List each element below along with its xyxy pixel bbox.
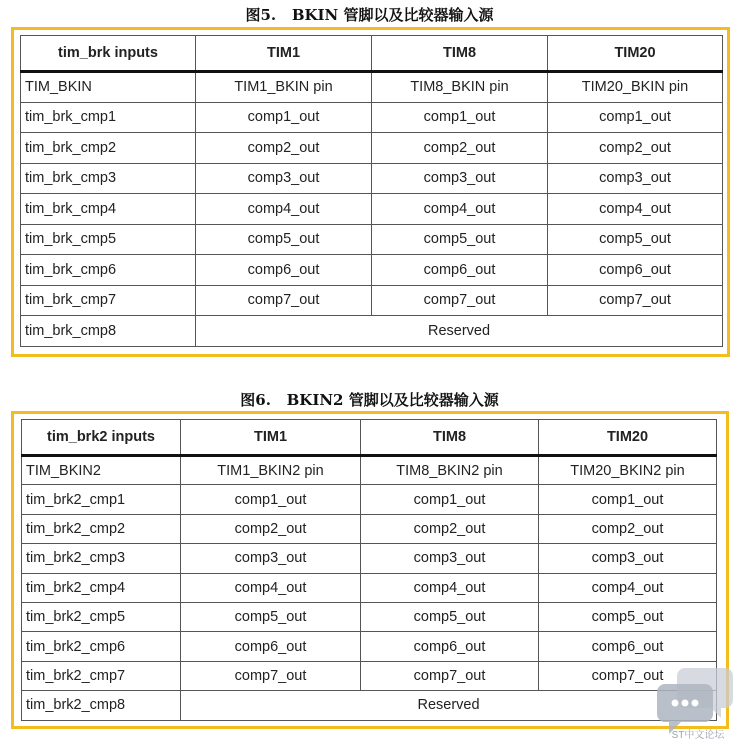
table-cell: comp2_out: [548, 133, 723, 164]
table-cell: comp1_out: [539, 485, 717, 514]
table-cell: comp3_out: [548, 163, 723, 194]
header-cell: TIM1: [181, 420, 361, 456]
bkin-inputs-table: [20, 35, 723, 347]
table-cell: TIM1_BKIN pin: [196, 72, 372, 103]
table-cell: comp2_out: [181, 514, 361, 543]
row-label-cell: tim_brk_cmp1: [21, 102, 196, 133]
row-label-cell: tim_brk2_cmp6: [22, 632, 181, 661]
header-cell: tim_brk inputs: [21, 36, 196, 72]
table-row: [21, 255, 723, 286]
table-cell: comp6_out: [372, 255, 548, 286]
table-cell: TIM8_BKIN pin: [372, 72, 548, 103]
table-row: [21, 163, 723, 194]
row-label-cell: TIM_BKIN2: [22, 456, 181, 485]
table-cell: comp2_out: [372, 133, 548, 164]
table-row: [21, 285, 723, 316]
table-cell: comp1_out: [196, 102, 372, 133]
table-row-reserved: [22, 691, 717, 720]
row-label-cell: tim_brk_cmp5: [21, 224, 196, 255]
row-label-cell: tim_brk_cmp4: [21, 194, 196, 225]
table-cell: comp1_out: [548, 102, 723, 133]
row-label-cell: tim_brk_cmp2: [21, 133, 196, 164]
table-cell: comp5_out: [372, 224, 548, 255]
reserved-cell: Reserved: [196, 316, 723, 347]
table-row: [22, 544, 717, 573]
table-cell: TIM20_BKIN pin: [548, 72, 723, 103]
table-cell: comp2_out: [539, 514, 717, 543]
reserved-cell: Reserved: [181, 691, 717, 720]
table-cell: comp4_out: [539, 573, 717, 602]
table-cell: comp4_out: [196, 194, 372, 225]
table-row: [22, 661, 717, 690]
table-cell: comp6_out: [181, 632, 361, 661]
table-row: [22, 602, 717, 631]
table-cell: comp5_out: [196, 224, 372, 255]
table-row: [21, 102, 723, 133]
table-cell: comp1_out: [361, 485, 539, 514]
table-cell: comp7_out: [539, 661, 717, 690]
table-cell: comp6_out: [539, 632, 717, 661]
table-cell: comp2_out: [196, 133, 372, 164]
row-label-cell: tim_brk2_cmp8: [22, 691, 181, 720]
row-label-cell: tim_brk2_cmp1: [22, 485, 181, 514]
table-cell: comp4_out: [372, 194, 548, 225]
figure-6-caption: 图6. BKIN2 管脚以及比较器输入源: [240, 391, 499, 409]
table-cell: TIM8_BKIN2 pin: [361, 456, 539, 485]
table-cell: comp7_out: [361, 661, 539, 690]
table-cell: comp4_out: [548, 194, 723, 225]
row-label-cell: tim_brk_cmp8: [21, 316, 196, 347]
header-cell: TIM20: [548, 36, 723, 72]
row-label-cell: tim_brk2_cmp2: [22, 514, 181, 543]
table-cell: comp6_out: [196, 255, 372, 286]
row-label-cell: tim_brk2_cmp5: [22, 602, 181, 631]
table-row: [22, 514, 717, 543]
table-cell: comp7_out: [181, 661, 361, 690]
table-row: [21, 133, 723, 164]
figure-5-caption: 图5. BKIN 管脚以及比较器输入源: [245, 6, 494, 24]
row-label-cell: TIM_BKIN: [21, 72, 196, 103]
table-row: [22, 456, 717, 485]
header-cell: TIM1: [196, 36, 372, 72]
table-cell: comp4_out: [361, 573, 539, 602]
table-cell: comp5_out: [539, 602, 717, 631]
table-cell: comp3_out: [181, 544, 361, 573]
row-label-cell: tim_brk_cmp3: [21, 163, 196, 194]
header-cell: TIM8: [372, 36, 548, 72]
table-cell: TIM1_BKIN2 pin: [181, 456, 361, 485]
table-cell: comp7_out: [548, 285, 723, 316]
bkin2-inputs-table: [21, 419, 717, 721]
table-cell: comp2_out: [361, 514, 539, 543]
header-cell: TIM8: [361, 420, 539, 456]
table-cell: comp5_out: [548, 224, 723, 255]
header-cell: TIM20: [539, 420, 717, 456]
table-cell: comp7_out: [196, 285, 372, 316]
table-cell: comp5_out: [361, 602, 539, 631]
table-cell: TIM20_BKIN2 pin: [539, 456, 717, 485]
row-label-cell: tim_brk2_cmp4: [22, 573, 181, 602]
table-header-row: [21, 36, 723, 72]
table-row: [21, 224, 723, 255]
table-cell: comp3_out: [196, 163, 372, 194]
table-row: [22, 573, 717, 602]
table-row: [21, 194, 723, 225]
table-cell: comp4_out: [181, 573, 361, 602]
row-label-cell: tim_brk2_cmp7: [22, 661, 181, 690]
table-header-row: [22, 420, 717, 456]
table-cell: comp5_out: [181, 602, 361, 631]
table-cell: comp6_out: [361, 632, 539, 661]
table-cell: comp1_out: [181, 485, 361, 514]
table-cell: comp3_out: [361, 544, 539, 573]
table-cell: comp6_out: [548, 255, 723, 286]
watermark-text: ST中文论坛: [671, 730, 725, 741]
row-label-cell: tim_brk_cmp6: [21, 255, 196, 286]
header-cell: tim_brk2 inputs: [22, 420, 181, 456]
table-row-reserved: [21, 316, 723, 347]
row-label-cell: tim_brk_cmp7: [21, 285, 196, 316]
table-cell: comp3_out: [372, 163, 548, 194]
table-row: [22, 632, 717, 661]
row-label-cell: tim_brk2_cmp3: [22, 544, 181, 573]
table-row: [21, 72, 723, 103]
table-cell: comp7_out: [372, 285, 548, 316]
table-row: [22, 485, 717, 514]
table-cell: comp1_out: [372, 102, 548, 133]
table-cell: comp3_out: [539, 544, 717, 573]
